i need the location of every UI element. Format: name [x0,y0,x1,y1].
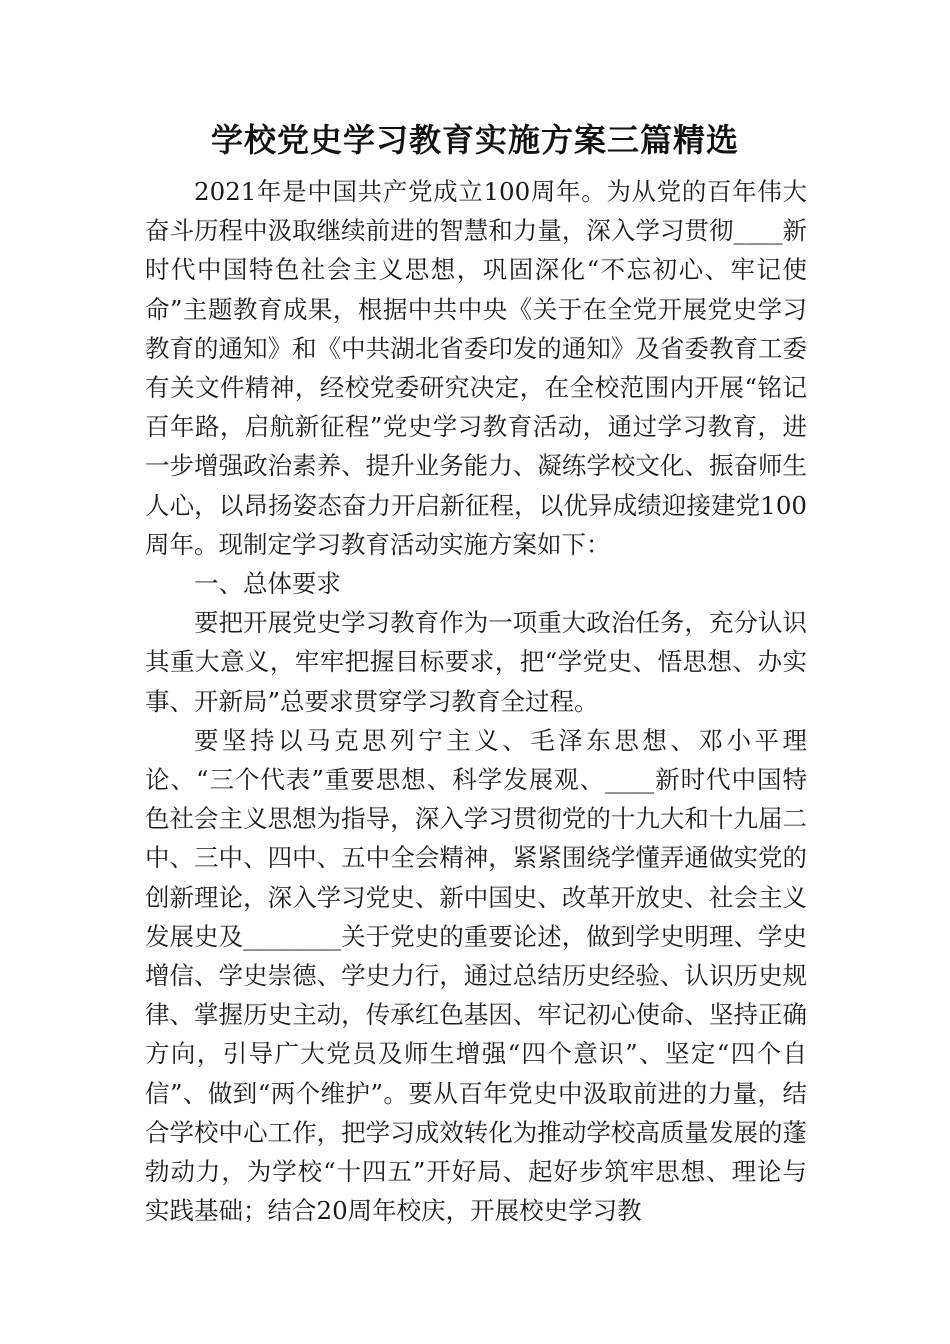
paragraph-requirement-2: 要坚持以马克思列宁主义、毛泽东思想、邓小平理论、“三个代表”重要思想、科学发展观、____新时代中国特色社会主义思想为指导，深入学习贯彻党的十九大和十九届二中、三中、四中、五中全会精神，紧紧围绕学懂弄通做实党的创新理论，深入学习党史、新中国史、改革开放史、社会主义发展史及________关于党史的重要论述，做到学史明理、学史增信、学史崇德、学史力行，通过总结历史经验、认识历史规律、掌握历史主动，传承红色基因、牢记初心使命、坚持正确方向，引导广大党员及师生增强“四个意识”、坚定“四个自信”、做到“两个维护”。要从百年党史中汲取前进的力量，结合学校中心工作，把学习成效转化为推动学校高质量发展的蓬勃动力，为学校“十四五”开好局、起好步筑牢思想、理论与实践基础；结合20周年校庆，开展校史学习教 [145,725,807,1226]
document-title: 学校党史学习教育实施方案三篇精选 [210,121,739,159]
document-body [145,172,807,1230]
paragraph-requirement-1: 要把开展党史学习教育作为一项重大政治任务，充分认识其重大意义，牢牢把握目标要求，把“学党史、悟思想、办实事、开新局”总要求贯穿学习教育全过程。 [145,608,807,716]
section-heading-general-requirements: 一、总体要求 [194,569,341,599]
paragraph-intro: 2021年是中国共产党成立100周年。为从党的百年伟大奋斗历程中汲取继续前进的智慧和力量，深入学习贯彻____新时代中国特色社会主义思想，巩固深化“不忘初心、牢记使命”主题教育成果，根据中共中央《关于在全党开展党史学习教育的通知》和《中共湖北省委印发的通知》及省委教育工委有关文件精神，经校党委研究决定，在全校范围内开展“铭记百年路，启航新征程”党史学习教育活动，通过学习教育，进一步增强政治素养、提升业务能力、凝练学校文化、振奋师生人心，以昂扬姿态奋力开启新征程，以优异成绩迎接建党100周年。现制定学习教育活动实施方案如下： [145,177,807,559]
